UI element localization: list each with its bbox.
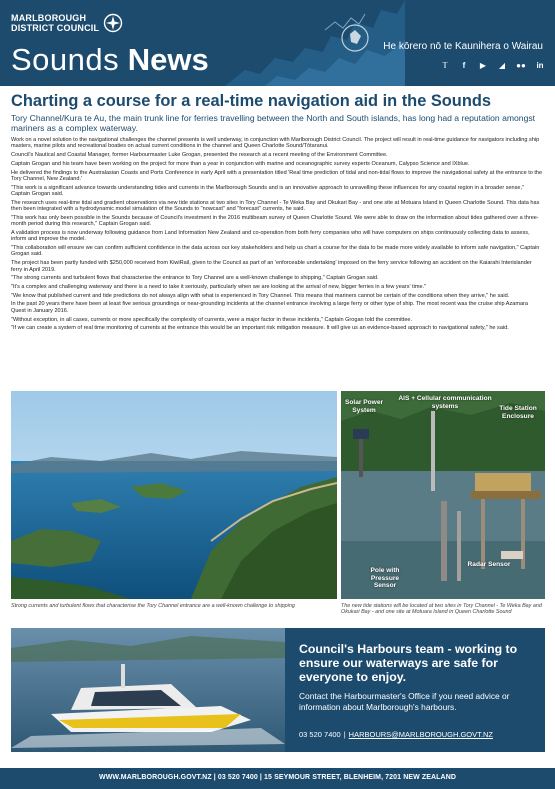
tory-channel-photo [11, 391, 337, 599]
ais-cellular-label: AIS + Cellular communication systems [398, 395, 492, 410]
article-paragraph: Council's Nautical and Coastal Manager, former Harbourmaster Luke Grogan, presented the research at a recent meeting of the Environment Committee. [11, 152, 388, 159]
radar-sensor-label: Radar Sensor [467, 561, 511, 568]
promo-contact [299, 730, 493, 739]
harbourmaster-boat-image [11, 628, 285, 752]
promo-body: Contact the Harbourmaster's Office if you need advice or information about Marlborough's harbours. [299, 691, 510, 712]
article-paragraph: "This collaboration will ensure we can confirm sufficient confidence in the data across our key stakeholders and help us chart a course for the data to be made more widely available to inform safe navigation," Captain Grogan said. [11, 245, 540, 258]
article-paragraph: "The strong currents and turbulent flows that characterise the entrance to Tory Channel are a well-known challenge to shipping," Captain Grogan said. [11, 275, 379, 282]
article-paragraph: In the past 20 years there have been at least five serious groundings or near-grounding incidents at the channel entrance involving a large ferry or other type of ship. The most recent was the cruise ship Azamara Quest in January 2016. [11, 301, 528, 314]
twitter-icon[interactable]: 𝕋 [442, 61, 448, 70]
article-body [11, 137, 544, 334]
article-paragraph: Captain Grogan and his team have been working on the project for more than a year in conjunction with marine and oceanographic survey experts Oceanum, Calypso Science and IXblue. [11, 160, 470, 167]
article-paragraph: Work on a novel solution to the navigational challenges the channel presents is well underway, in conjunction with Marlborough District Council. The project will result in real-time guidance for navigators including ship masters, marine pilots and recreational boaties on actual current conditions in the channel and Queen Charlotte Sound/Tōtaranui. [11, 137, 540, 150]
newsletter-title [11, 44, 209, 76]
promo-heading: Council's Harbours team - working to ensure our waterways are safe for everyone to enjoy. [299, 642, 518, 684]
masthead [0, 0, 555, 86]
article-paragraph: "Without exception, in all cases, currents or more specifically the complexity of currents, were a major factor in these incidents," Captain Grogan told the committee. [11, 316, 413, 323]
council-name-line2: DISTRICT COUNCIL [11, 23, 100, 33]
council-emblem-icon [103, 13, 123, 33]
article-paragraph: "This work is a significant advance towards understanding tides and currents in the Marlborough Sounds and is an innovative approach to unravelling these influences for any coastal region in a broader sense," Captain Grogan said. [11, 184, 525, 198]
article-paragraph: The research uses real-time tidal and gradient observations via new tide stations at two sites in Tory Channel - Te Weka Bay and Okukari Bay - and one site at Motuara Island in Queen Charlotte Sound. This data has then been integrated with a hydrodynamic model simulation of the Sounds to "nowcast" and "forecast" currents, he said. [11, 199, 540, 213]
council-logo[interactable] [11, 13, 123, 33]
tide-station-label: Tide Station Enclosure [499, 405, 537, 420]
sounds-map-graphic [205, 0, 405, 86]
left-photo-caption: Strong currents and turbulent flows that characterise the Tory Channel entrance are a well-known challenge to shipping [11, 603, 295, 609]
solar-power-label: Solar Power System [344, 399, 384, 414]
article-paragraph: "If we can create a system of real time monitoring of currents at the entrance this would be an important risk mitigation measure. It will give us an evidence-based approach to navigational safety," he said. [11, 325, 509, 332]
linkedin-icon[interactable]: in [536, 61, 544, 70]
harbours-promo-panel [11, 628, 545, 752]
promo-phone[interactable]: 03 520 7400 [299, 730, 341, 739]
flickr-icon[interactable]: ●● [516, 61, 526, 70]
youtube-icon[interactable]: ▶ [479, 61, 487, 70]
title-news: News [127, 42, 209, 77]
article-headline: Charting a course for a real-time navigation aid in the Sounds [11, 92, 491, 110]
pressure-sensor-label: Pole with Pressure Sensor [370, 567, 400, 589]
right-photo-caption: The new tide stations will be located at two sites in Tory Channel - Te Weka Bay and Okukari Bay - and one site at Motuara Island in Queen Charlotte Sound [341, 603, 542, 616]
promo-email-link[interactable]: HARBOURS@MARLBOROUGH.GOVT.NZ [348, 730, 493, 739]
social-links [440, 61, 545, 71]
article-paragraph: A validation process is now underway following guidance from Land Information New Zealand and co-operation from both ferry companies who will have computers on ships continuously collecting data to assess, inform and improve the model. [11, 229, 530, 243]
article-paragraph: He delivered the findings to the Australasian Coasts and Ports Conference in early April with a presentation titled 'Real time prediction of tidal and non-tidal flows to improve the navigational safety at the entrance to the Tory Channel, New Zealand.' [11, 169, 543, 182]
article-paragraph: "We know that published current and tide predictions do not always align with what is experienced in Tory Channel. This means that mariners cannot be certain of the conditions when they arrive," he said. [11, 292, 510, 299]
article-intro: Tory Channel/Kura te Au, the main trunk line for ferries travelling between the North and South islands, has long had a reputation amongst mariners as a complex waterway. [11, 113, 536, 133]
article-paragraph: The project has been partly funded with $250,000 received from KiwiRail, given to the Council as part of an 'enforceable undertaking' imposed on the ferry service following an accident on the Kaiarahi Interislander ferry in April 2019. [11, 260, 532, 273]
article-paragraph: "It's a complex and challenging waterway and there is a need to take it seriously, particularly when we are looking at the arrival of new, bigger ferries in a few years' time." [11, 283, 427, 290]
coastline-image [11, 391, 337, 599]
article-paragraph: "This work has only been possible in the Sounds because of Council's investment in the 2016 multibeam survey of Queen Charlotte Sound. We were able to draw on the information about tides gathered over a three-month period during this research," Captain Grogan said. [11, 214, 539, 228]
footer-bar [0, 768, 555, 789]
footer-contact-text: WWW.MARLBOROUGH.GOVT.NZ | 03 520 7400 | 15 SEYMOUR STREET, BLENHEIM, 7201 NEW ZEALAND [98, 774, 457, 781]
contact-separator: | [343, 730, 346, 739]
tagline: He kōrero nō te Kaunihera o Wairau [383, 41, 543, 52]
council-name-line1: MARLBOROUGH [11, 13, 87, 23]
rss-icon[interactable]: ◢ [498, 61, 506, 70]
title-sounds: Sounds [11, 42, 120, 77]
tide-station-photo [341, 391, 545, 599]
facebook-icon[interactable]: f [462, 61, 466, 70]
